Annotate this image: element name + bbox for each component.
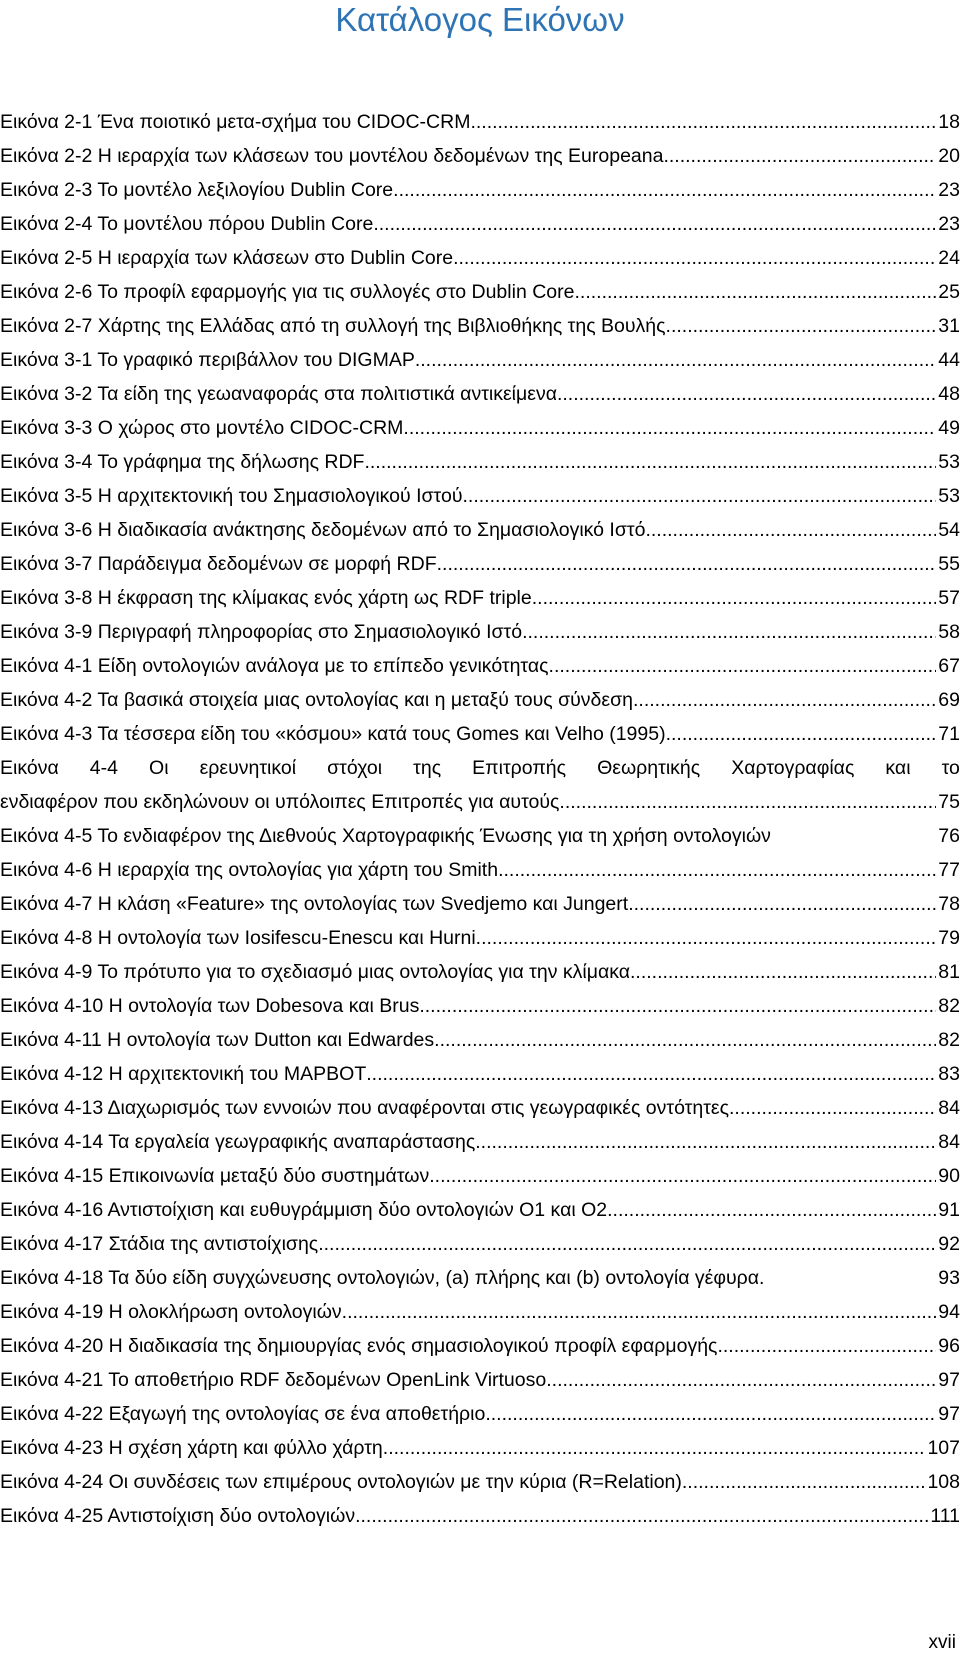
- toc-entry-label: Εικόνα 3-1 Το γραφικό περιβάλλον του DIGMAP: [0, 349, 415, 371]
- toc-entry-word: της: [413, 757, 442, 779]
- toc-entry-word: το: [941, 757, 960, 779]
- toc-entry-word: Θεωρητικής: [597, 757, 701, 779]
- toc-entry-label: Εικόνα 4-7 Η κλάση «Feature» της οντολογίας των Svedjemo και Jungert: [0, 893, 629, 915]
- toc-entry-page-number: 82: [938, 995, 960, 1017]
- toc-entry[interactable]: [0, 785, 960, 819]
- toc-entry-page-number: 23: [938, 179, 960, 201]
- dot-leader: [663, 139, 936, 173]
- toc-entry-page-number: 31: [938, 315, 960, 337]
- toc-entry[interactable]: [0, 377, 960, 411]
- toc-entry[interactable]: [0, 479, 960, 513]
- toc-entry-label: Εικόνα 4-12 Η αρχιτεκτονική του MAPBOT: [0, 1063, 367, 1085]
- page-number: xvii: [928, 1632, 956, 1653]
- dot-leader: [682, 1465, 926, 1499]
- toc-entry-page-number: 67: [938, 655, 960, 677]
- dot-leader: [434, 1023, 936, 1057]
- toc-entry[interactable]: [0, 649, 960, 683]
- toc-entry-label: Εικόνα 4-11 Η οντολογία των Dutton και Edwardes: [0, 1029, 435, 1051]
- toc-entry-label: Εικόνα 2-7 Χάρτης της Ελλάδας από τη συλλογή της Βιβλιοθήκης της Βουλής: [0, 315, 666, 337]
- toc-entry-page-number: 108: [927, 1471, 960, 1493]
- toc-entry-page-number: 54: [938, 519, 960, 541]
- toc-entry[interactable]: [0, 309, 960, 343]
- dot-leader: [383, 1431, 926, 1465]
- dot-leader: [559, 785, 936, 819]
- toc-entry-label: Εικόνα 2-4 Το μοντέλου πόρου Dublin Core: [0, 213, 374, 235]
- dot-leader: [630, 955, 936, 989]
- toc-entry-page-number: 111: [930, 1505, 960, 1527]
- dot-leader: [373, 207, 936, 241]
- toc-entry[interactable]: [0, 1261, 960, 1295]
- toc-entry-word: 4-4: [89, 757, 118, 779]
- toc-entry-page-number: 93: [938, 1267, 960, 1289]
- toc-entry-label: Εικόνα 4-2 Τα βασικά στοιχεία μιας οντολογίας και η μεταξύ τους σύνδεση: [0, 689, 633, 711]
- toc-entry-page-number: 53: [938, 451, 960, 473]
- toc-entry-label: Εικόνα 3-8 Η έκφραση της κλίμακας ενός χάρτη ως RDF triple: [0, 587, 532, 609]
- dot-leader: [470, 105, 936, 139]
- toc-entry-label: Εικόνα 4-19 Η ολοκλήρωση οντολογιών: [0, 1301, 342, 1323]
- toc-entry[interactable]: [0, 955, 960, 989]
- toc-entry-page-number: 55: [938, 553, 960, 575]
- dot-leader: [318, 1227, 936, 1261]
- toc-entry-label: Εικόνα 3-3 Ο χώρος στο μοντέλο CIDOC-CRM: [0, 417, 404, 439]
- toc-entry-label: Εικόνα 4-9 Το πρότυπο για το σχεδιασμό μιας οντολογίας για την κλίμακα: [0, 961, 630, 983]
- toc-entry-label: Εικόνα 4-8 Η οντολογία των Iosifescu-Enescu και Hurni: [0, 927, 476, 949]
- toc-entry-page-number: 97: [938, 1403, 960, 1425]
- toc-entry[interactable]: [0, 717, 960, 751]
- dot-leader: [729, 1091, 936, 1125]
- toc-entry-page-number: 82: [938, 1029, 960, 1051]
- toc-entry[interactable]: [0, 819, 960, 853]
- toc-entry-page-number: 78: [938, 893, 960, 915]
- toc-entry-label: Εικόνα 4-10 Η οντολογία των Dobesova και Brus: [0, 995, 420, 1017]
- toc-entry-label: Εικόνα 4-25 Αντιστοίχιση δύο οντολογιών: [0, 1505, 356, 1527]
- dot-leader: [532, 581, 937, 615]
- toc-entry[interactable]: [0, 1125, 960, 1159]
- dot-leader: [463, 479, 937, 513]
- toc-entry-label: Εικόνα 4-17 Στάδια της αντιστοίχισης: [0, 1233, 319, 1255]
- toc-entry-word: Εικόνα: [0, 757, 59, 779]
- toc-entry-label: ενδιαφέρον που εκδηλώνουν οι υπόλοιπες Επιτροπές για αυτούς: [0, 791, 560, 813]
- toc-entry-page-number: 71: [938, 723, 960, 745]
- toc-entry-label: Εικόνα 4-6 Η ιεραρχία της οντολογίας για χάρτη του Smith: [0, 859, 499, 881]
- dot-leader: [557, 377, 936, 411]
- toc-entry[interactable]: [0, 1397, 960, 1431]
- dot-leader: [645, 513, 936, 547]
- toc-entry-label: Εικόνα 4-3 Τα τέσσερα είδη του «κόσμου» κατά τους Gomes και Velho (1995): [0, 723, 666, 745]
- toc-entry-page-number: 84: [938, 1131, 960, 1153]
- dot-leader: [453, 241, 936, 275]
- toc-entry-page-number: 48: [938, 383, 960, 405]
- toc-entry-word: και: [885, 757, 911, 779]
- dot-leader: [549, 649, 937, 683]
- toc-entry-label: Εικόνα 4-20 Η διαδικασία της δημιουργίας ενός σημασιολογικού προφίλ εφαρμογής: [0, 1335, 718, 1357]
- toc-entry-label: Εικόνα 4-1 Είδη οντολογιών ανάλογα με το επίπεδο γενικότητας: [0, 655, 549, 677]
- toc-entry[interactable]: [0, 1431, 960, 1465]
- dot-leader: [437, 547, 937, 581]
- dot-leader: [364, 445, 936, 479]
- toc-entry-label: Εικόνα 4-24 Οι συνδέσεις των επιμέρους οντολογιών με την κύρια (R=Relation): [0, 1471, 682, 1493]
- toc-entry-label: Εικόνα 3-5 Η αρχιτεκτονική του Σημασιολογικού Ιστού: [0, 485, 463, 507]
- dot-leader: [522, 615, 936, 649]
- toc-entry[interactable]: [0, 1023, 960, 1057]
- toc-entry[interactable]: [0, 513, 960, 547]
- toc-entry[interactable]: [0, 1057, 960, 1091]
- toc-entry-page-number: 25: [938, 281, 960, 303]
- toc-entry-page-number: 83: [938, 1063, 960, 1085]
- toc-entry[interactable]: [0, 173, 960, 207]
- toc-entry-page-number: 57: [938, 587, 960, 609]
- toc-entry[interactable]: [0, 615, 960, 649]
- toc-entry-label: Εικόνα 2-2 Η ιεραρχία των κλάσεων του μοντέλου δεδομένων της Europeana: [0, 145, 664, 167]
- toc-entry-word: Οι: [149, 757, 169, 779]
- toc-entry[interactable]: [0, 1091, 960, 1125]
- toc-entry-label: Εικόνα 2-5 Η ιεραρχία των κλάσεων στο Dublin Core: [0, 247, 454, 269]
- toc-entry-label: Εικόνα 3-7 Παράδειγμα δεδομένων σε μορφή RDF: [0, 553, 437, 575]
- toc-entry-label: Εικόνα 4-23 Η σχέση χάρτη και φύλλο χάρτη: [0, 1437, 383, 1459]
- toc-entry-word: Χαρτογραφίας: [731, 757, 855, 779]
- dot-leader: [403, 411, 936, 445]
- toc-entry-page-number: 84: [938, 1097, 960, 1119]
- toc-entry[interactable]: [0, 343, 960, 377]
- toc-entry-page-number: 76: [938, 825, 960, 847]
- toc-entry-page-number: 49: [938, 417, 960, 439]
- toc-entry-page-number: 96: [938, 1335, 960, 1357]
- toc-entry[interactable]: [0, 105, 960, 139]
- dot-leader: [342, 1295, 937, 1329]
- dot-leader: [574, 275, 936, 309]
- toc-entry-page-number: 92: [938, 1233, 960, 1255]
- dot-leader: [415, 343, 936, 377]
- toc-entry-word: ερευνητικοί: [199, 757, 297, 779]
- toc-entry[interactable]: [0, 411, 960, 445]
- dot-leader: [429, 1159, 936, 1193]
- toc-entry[interactable]: [0, 887, 960, 921]
- list-of-figures: [0, 105, 960, 1533]
- dot-leader: [419, 989, 936, 1023]
- toc-entry-label: Εικόνα 4-21 Το αποθετήριο RDF δεδομένων OpenLink Virtuoso: [0, 1369, 547, 1391]
- toc-entry-label: Εικόνα 2-6 Το προφίλ εφαρμογής για τις συλλογές στο Dublin Core: [0, 281, 575, 303]
- toc-entry-label: Εικόνα 4-13 Διαχωρισμός των εννοιών που αναφέρονται στις γεωγραφικές οντότητες: [0, 1097, 730, 1119]
- dot-leader: [666, 309, 937, 343]
- toc-entry-label: Εικόνα 3-2 Τα είδη της γεωαναφοράς στα πολιτιστικά αντικείμενα: [0, 383, 557, 405]
- dot-leader: [485, 1397, 936, 1431]
- toc-entry[interactable]: [0, 1295, 960, 1329]
- toc-entry-line: [0, 751, 960, 785]
- toc-entry-label: Εικόνα 2-3 Το μοντέλο λεξιλογίου Dublin Core: [0, 179, 394, 201]
- toc-entry-page-number: 97: [938, 1369, 960, 1391]
- dot-leader: [366, 1057, 936, 1091]
- toc-entry[interactable]: [0, 1227, 960, 1261]
- toc-entry-label: Εικόνα 4-18 Τα δύο είδη συγχώνευσης οντολογιών, (a) πλήρης και (b) οντολογία γέφυρα.: [0, 1267, 765, 1289]
- dot-leader: [475, 1125, 936, 1159]
- toc-entry-page-number: 77: [938, 859, 960, 881]
- toc-entry[interactable]: [0, 581, 960, 615]
- toc-entry-label: Εικόνα 4-16 Αντιστοίχιση και ευθυγράμμιση δύο οντολογιών Ο1 και Ο2: [0, 1199, 608, 1221]
- toc-entry-label: Εικόνα 2-1 Ένα ποιοτικό μετα-σχήμα του CIDOC-CRM: [0, 111, 471, 133]
- toc-entry-label: Εικόνα 3-6 Η διαδικασία ανάκτησης δεδομένων από το Σημασιολογικό Ιστό: [0, 519, 646, 541]
- toc-entry-label: Εικόνα 4-22 Εξαγωγή της οντολογίας σε ένα αποθετήριο: [0, 1403, 486, 1425]
- toc-entry-label: Εικόνα 3-4 Το γράφημα της δήλωσης RDF: [0, 451, 365, 473]
- toc-entry[interactable]: [0, 989, 960, 1023]
- dot-leader: [666, 717, 937, 751]
- dot-leader: [546, 1363, 936, 1397]
- toc-entry[interactable]: [0, 1465, 960, 1499]
- toc-entry-word: Επιτροπής: [472, 757, 567, 779]
- toc-entry-page-number: 24: [938, 247, 960, 269]
- toc-entry-page-number: 58: [938, 621, 960, 643]
- toc-entry-page-number: 79: [938, 927, 960, 949]
- toc-entry[interactable]: [0, 241, 960, 275]
- dot-leader: [607, 1193, 936, 1227]
- toc-entry-page-number: 20: [938, 145, 960, 167]
- page-title: Κατάλογος Εικόνων: [335, 1, 625, 38]
- toc-entry-page-number: 23: [938, 213, 960, 235]
- toc-entry[interactable]: [0, 683, 960, 717]
- toc-entry-page-number: 81: [938, 961, 960, 983]
- dot-leader: [355, 1499, 928, 1533]
- toc-entry[interactable]: [0, 1329, 960, 1363]
- toc-entry-label: Εικόνα 3-9 Περιγραφή πληροφορίας στο Σημασιολογικό Ιστό: [0, 621, 523, 643]
- toc-entry-page-number: 91: [938, 1199, 960, 1221]
- toc-entry-label: Εικόνα 4-5 Το ενδιαφέρον της Διεθνούς Χαρτογραφικής Ένωσης για τη χρήση οντολογιών: [0, 825, 771, 847]
- toc-entry[interactable]: [0, 1499, 960, 1533]
- dot-leader: [717, 1329, 936, 1363]
- toc-entry[interactable]: [0, 1159, 960, 1193]
- toc-entry[interactable]: [0, 139, 960, 173]
- toc-entry-page-number: 75: [938, 791, 960, 813]
- toc-entry[interactable]: [0, 275, 960, 309]
- toc-entry[interactable]: [0, 1363, 960, 1397]
- toc-entry-label: Εικόνα 4-14 Τα εργαλεία γεωγραφικής αναπαράστασης: [0, 1131, 476, 1153]
- toc-entry-word: στόχοι: [327, 757, 383, 779]
- toc-entry-page-number: 18: [938, 111, 960, 133]
- toc-entry-page-number: 53: [938, 485, 960, 507]
- toc-entry[interactable]: [0, 207, 960, 241]
- dot-leader: [633, 683, 936, 717]
- toc-entry-page-number: 90: [938, 1165, 960, 1187]
- toc-entry[interactable]: [0, 547, 960, 581]
- dot-leader: [498, 853, 936, 887]
- toc-entry-page-number: 69: [938, 689, 960, 711]
- toc-entry-page-number: 44: [938, 349, 960, 371]
- toc-entry[interactable]: [0, 921, 960, 955]
- toc-entry[interactable]: [0, 853, 960, 887]
- dot-leader: [393, 173, 936, 207]
- dot-leader: [628, 887, 936, 921]
- toc-entry[interactable]: [0, 1193, 960, 1227]
- toc-entry[interactable]: [0, 445, 960, 479]
- dot-leader: [476, 921, 937, 955]
- toc-entry-page-number: 107: [927, 1437, 960, 1459]
- toc-entry-page-number: 94: [938, 1301, 960, 1323]
- toc-entry-label: Εικόνα 4-15 Επικοινωνία μεταξύ δύο συστημάτων: [0, 1165, 430, 1187]
